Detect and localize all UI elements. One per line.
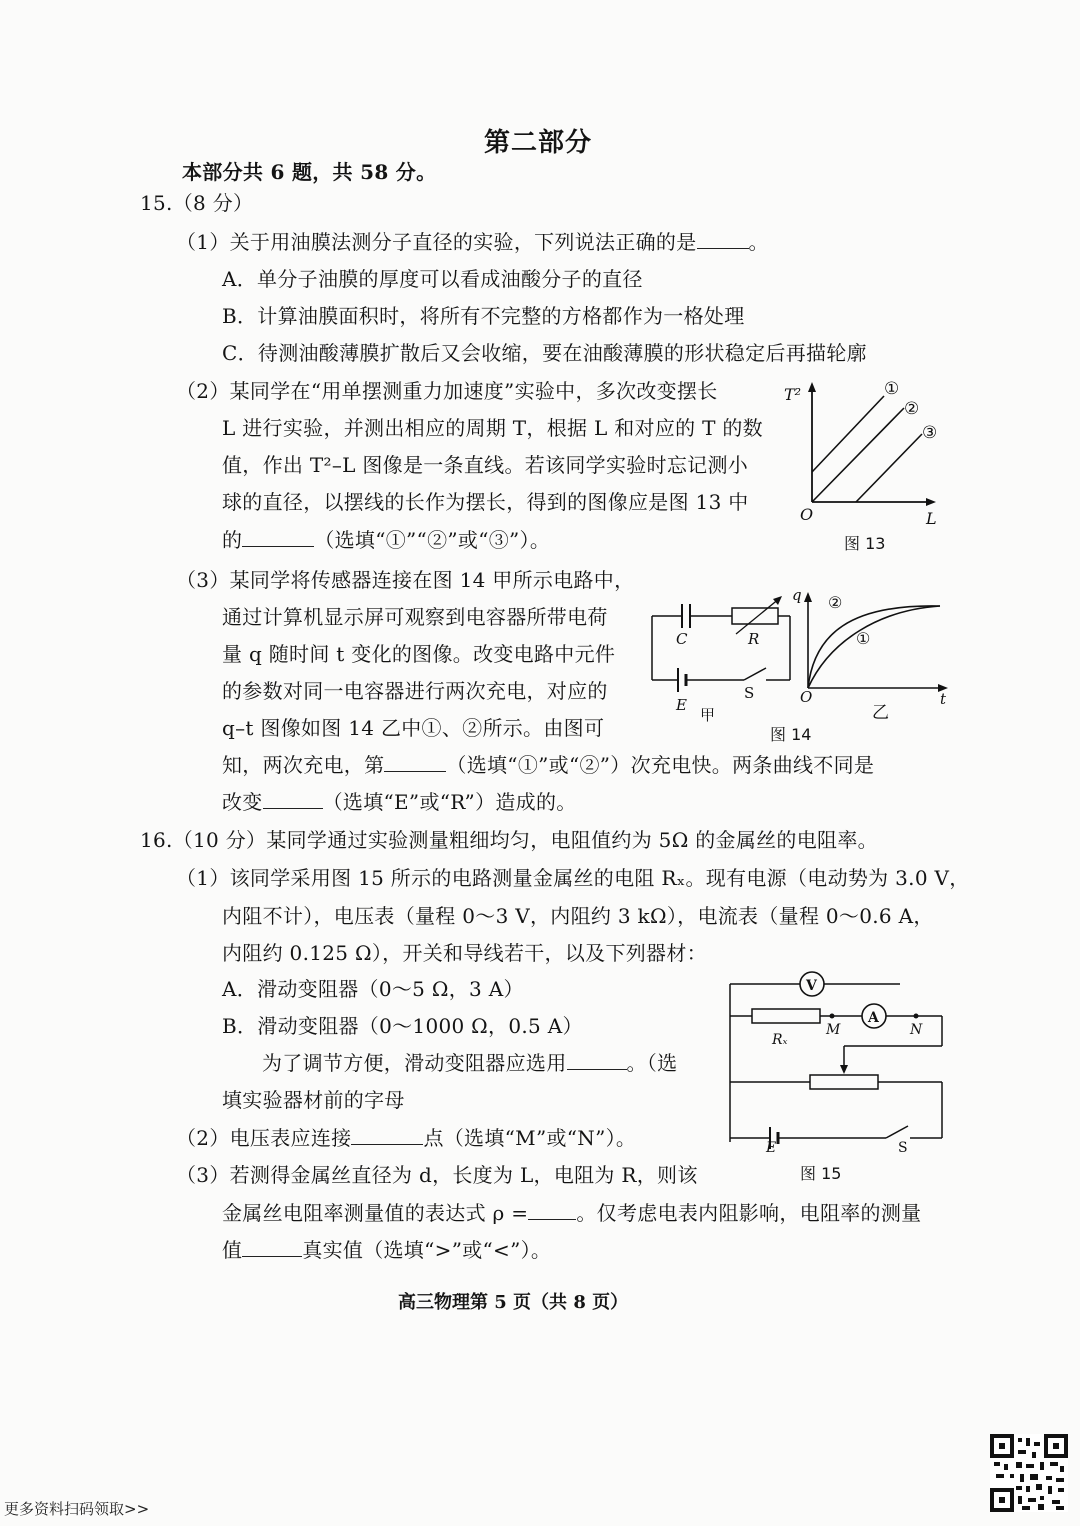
label-rx: Rₓ xyxy=(772,1032,788,1048)
label-s: S xyxy=(744,684,755,702)
q15-p2-line2: L 进行实验，并测出相应的周期 T，根据 L 和对应的 T 的数 xyxy=(222,416,763,440)
q16-p2-post: 点（选填“M”或“N”）。 xyxy=(423,1126,637,1150)
section-intro: 本部分共 6 题，共 58 分。 xyxy=(182,160,437,184)
qr-code-icon[interactable] xyxy=(990,1434,1068,1512)
switch xyxy=(886,1126,908,1138)
graph-line-1 xyxy=(812,396,884,472)
q16-option-a: A．滑动变阻器（0～5 Ω，3 A） xyxy=(222,977,524,1001)
q16-p1-line2: 内阻不计），电压表（量程 0～3 V，内阻约 3 kΩ），电流表（量程 0～0.6 A， xyxy=(222,904,934,928)
axis-label-t: t xyxy=(940,690,947,708)
voltmeter-label: V xyxy=(806,978,817,994)
label-jia: 甲 xyxy=(700,706,716,724)
q15-p3-line6 xyxy=(222,751,874,779)
figure-15-circuit xyxy=(720,964,960,1154)
q15-p2-line3: 值，作出 T²–L 图像是一条直线。若该同学实验时忘记测小 xyxy=(222,453,749,477)
q15-p2-line4: 球的直径，以摆线的长作为摆长，得到的图像应是图 13 中 xyxy=(222,490,749,514)
q15-p3-line6-pre: 知，两次充电，第 xyxy=(222,753,385,777)
label-m: M xyxy=(826,1022,841,1038)
answer-blank[interactable] xyxy=(567,1051,627,1070)
figure-14-circuit xyxy=(640,594,800,724)
label-yi: 乙 xyxy=(872,703,889,723)
answer-blank[interactable] xyxy=(263,790,323,809)
curve-2 xyxy=(808,606,940,688)
curve-label-1: ① xyxy=(856,629,871,648)
q16-p3-line2-pre: 金属丝电阻率测量值的表达式 ρ = xyxy=(222,1201,529,1225)
q16-p3-line3 xyxy=(222,1236,551,1264)
label-s: S xyxy=(898,1140,908,1154)
q15-p2-pre: 的 xyxy=(222,528,243,552)
line-label-1: ① xyxy=(884,379,900,399)
q15-number: 15.（8 分） xyxy=(140,191,254,215)
q16-p3-line2 xyxy=(222,1199,921,1227)
q15-p3-line2: 通过计算机显示屏可观察到电容器所带电荷 xyxy=(222,605,608,629)
figure-14-graph xyxy=(790,584,970,724)
answer-blank[interactable] xyxy=(384,753,446,772)
q15-p3-line7 xyxy=(222,788,577,816)
answer-blank[interactable] xyxy=(351,1126,423,1145)
q15-p3-line1: （3）某同学将传感器连接在图 14 甲所示电路中， xyxy=(176,568,635,592)
q16-p3-line3-post: 真实值（选填“>”或“<”）。 xyxy=(302,1238,552,1262)
ammeter-label: A xyxy=(868,1010,879,1026)
axis-label-y: T² xyxy=(784,385,802,404)
line-label-2: ② xyxy=(904,399,920,419)
label-n: N xyxy=(910,1022,923,1038)
line-label-3: ③ xyxy=(922,423,938,443)
answer-blank[interactable] xyxy=(697,230,749,249)
q16-option-b: B．滑动变阻器（0～1000 Ω，0.5 A） xyxy=(222,1014,583,1038)
q16-choose-post: 。（选 xyxy=(626,1051,678,1075)
q16-p1-line3: 内阻约 0.125 Ω），开关和导线若干，以及下列器材： xyxy=(222,941,707,965)
answer-blank[interactable] xyxy=(242,528,314,547)
answer-blank[interactable] xyxy=(528,1201,576,1220)
q16-p1-line1: （1）该同学采用图 15 所示的电路测量金属丝的电阻 Rₓ。现有电源（电动势为 3.0 V， xyxy=(176,866,970,890)
graph-line-3 xyxy=(856,434,922,502)
q15-option-a: A．单分子油膜的厚度可以看成油酸分子的直径 xyxy=(222,267,643,291)
q15-p3-line7-pre: 改变 xyxy=(222,790,263,814)
q15-p3-line7-post: （选填“E”或“R”）造成的。 xyxy=(322,790,577,814)
q16-choose-line2: 填实验器材前的字母 xyxy=(222,1088,405,1112)
curve-label-2: ② xyxy=(828,593,843,612)
figure-15-caption: 图 15 xyxy=(800,1164,842,1183)
curve-1 xyxy=(808,606,940,688)
q15-p2-line1: （2）某同学在“用单摆测重力加速度”实验中，多次改变摆长 xyxy=(176,379,718,403)
q15-p3-line5: q–t 图像如图 14 乙中①、②所示。由图可 xyxy=(222,716,605,740)
q16-p2-line xyxy=(176,1124,636,1152)
resistor xyxy=(732,608,778,624)
q15-p3-line4: 的参数对同一电容器进行两次充电，对应的 xyxy=(222,679,608,703)
q15-p2-post: （选填“①”“②”或“③”）。 xyxy=(314,528,551,552)
resistor-rx xyxy=(752,1009,820,1023)
label-r: R xyxy=(748,630,760,648)
q16-p2-pre: （2）电压表应连接 xyxy=(176,1126,352,1150)
q15-p1-stem xyxy=(176,228,769,256)
q15-p3-line3: 量 q 随时间 t 变化的图像。改变电路中元件 xyxy=(222,642,616,666)
watermark-text: 更多资料扫码领取>> xyxy=(4,1500,150,1518)
figure-14-caption: 图 14 xyxy=(770,725,812,744)
answer-blank[interactable] xyxy=(242,1238,302,1257)
switch xyxy=(744,668,766,680)
q16-choose-pre: 为了调节方便，滑动变阻器应选用 xyxy=(262,1051,567,1075)
axis-label-x: L xyxy=(926,509,937,528)
graph-line-2 xyxy=(812,408,904,502)
q16-stem: 16.（10 分）某同学通过实验测量粗细均匀，电阻值约为 5Ω 的金属丝的电阻率。 xyxy=(140,828,878,852)
q15-option-c: C．待测油酸薄膜扩散后又会收缩，要在油酸薄膜的形状稳定后再描轮廓 xyxy=(222,341,867,365)
label-e: E xyxy=(766,1140,777,1154)
axis-label-q: q xyxy=(792,586,802,604)
origin-label: O xyxy=(800,688,813,706)
q15-p2-line5 xyxy=(222,526,550,554)
q16-p3-line2-post: 。仅考虑电表内阻影响，电阻率的测量 xyxy=(576,1201,922,1225)
label-e: E xyxy=(676,696,687,714)
page-footer: 高三物理第 5 页（共 8 页） xyxy=(398,1292,629,1313)
rheostat xyxy=(810,1075,878,1089)
q15-p3-line6-post: （选填“①”或“②”）次充电快。两条曲线不同是 xyxy=(446,753,875,777)
q16-choose-line xyxy=(262,1049,677,1077)
q15-p1-stem-text: （1）关于用油膜法测分子直径的实验，下列说法正确的是 xyxy=(176,230,697,254)
figure-13-caption: 图 13 xyxy=(844,534,886,553)
label-c: C xyxy=(676,630,688,648)
part-title: 第二部分 xyxy=(484,128,593,158)
q15-p1-stem-end: 。 xyxy=(748,230,769,254)
origin-label: O xyxy=(800,505,814,524)
q15-option-b: B．计算油膜面积时，将所有不完整的方格都作为一格处理 xyxy=(222,304,745,328)
q16-p3-line3-pre: 值 xyxy=(222,1238,243,1262)
figure-13 xyxy=(780,374,950,554)
q16-p3-line1: （3）若测得金属丝直径为 d，长度为 L，电阻为 R，则该 xyxy=(176,1163,698,1187)
